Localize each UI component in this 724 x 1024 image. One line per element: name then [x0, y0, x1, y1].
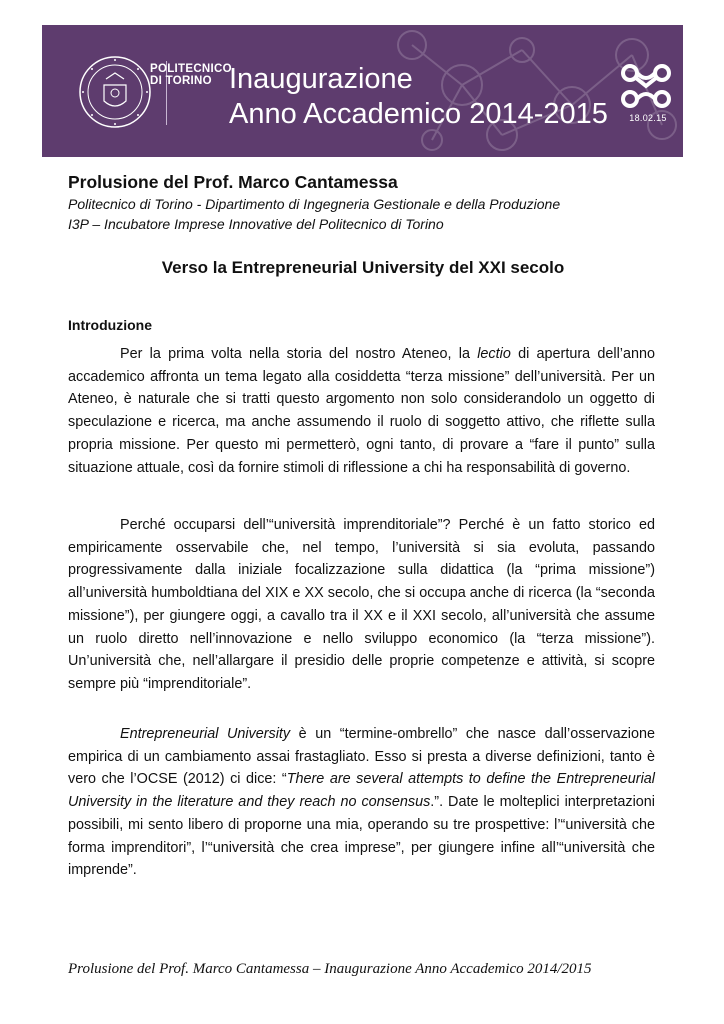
paragraph-1-italic: lectio — [477, 346, 511, 362]
molecule-logo-icon — [620, 61, 672, 111]
paragraph-3-text-b: è un “termine-ombrello” che nasce dall’osservazione empirica di un cambiamento assai frastagliato. Esso si presta a diverse definizioni, tanto è vero che l’OCSE (2012) ci dice: “ — [68, 726, 655, 788]
header-banner — [42, 25, 683, 157]
banner-title-line2: Anno Accademico 2014-2015 — [229, 98, 608, 130]
institution-line2: DI TORINO — [150, 75, 212, 87]
paragraph-1-text-a: Per la prima volta nella storia del nostro Ateneo, la — [120, 346, 478, 362]
affiliation-incubator: I3P – Incubatore Imprese Innovative del Politecnico di Torino — [68, 216, 444, 232]
paragraph-3-italic-term: Entrepreneurial University — [120, 726, 291, 742]
institution-line1: POLITECNICO — [150, 63, 232, 75]
paragraph-3 — [68, 723, 655, 882]
banner-title — [229, 62, 608, 132]
section-heading: Introduzione — [68, 317, 152, 333]
banner-title-line1: Inaugurazione — [229, 63, 413, 95]
banner-date: 18.02.15 — [629, 113, 667, 123]
paragraph-2: Perché occuparsi dell’“università imprenditoriale”? Perché è un fatto storico ed empiricamente osservabile che, nel tempo, l’università si sia evoluta, passando progressivamente dalla iniziale focalizzazione sulla didattica (la “prima missione”) all’università humboldtiana del XIX e XX secolo, che si occupa anche di ricerca (la “seconda missione”), per giungere oggi, a cavallo tra il XX e il XXI secolo, all’università che assume un ruolo diretto nell’innovazione e nello sviluppo economico (la “terza missione”). Un’università che, nell’allargare il presidio delle proprie competenze e attività, si scopre sempre più “imprenditoriale”. — [68, 517, 655, 692]
paragraph-1 — [68, 343, 655, 479]
speaker-heading: Prolusione del Prof. Marco Cantamessa — [68, 172, 398, 192]
page-footer: Prolusione del Prof. Marco Cantamessa – Inaugurazione Anno Accademico 2014/2015 — [68, 961, 592, 977]
paragraph-3-italic-quote: There are several attempts to define the Entrepreneurial University in the literature and they reach no consensus — [68, 771, 655, 811]
institution-name — [150, 63, 232, 87]
affiliation-department: Politecnico di Torino - Dipartimento di Ingegneria Gestionale e della Produzione — [68, 196, 561, 212]
university-seal-icon — [78, 55, 152, 129]
document-title: Verso la Entrepreneurial University del XXI secolo — [161, 258, 565, 277]
paragraph-3-text-d: .”. Date le molteplici interpretazioni possibili, mi sento libero di proporne una mia, operando su tre prospettive: l’“università che forma imprenditori”, l’“università che crea imprese”, per giungere infine all’“università che imprende”. — [68, 794, 655, 879]
paragraph-1-text-c: di apertura dell’anno accademico affronta un tema legato alla cosiddetta “terza missione” dell’università. Per un Ateneo, è naturale che si tratti questo argomento non solo considerandolo un oggetto di speculazione e ricerca, ma anche assumendo il ruolo di soggetto attivo, che riflette sulla propria missione. Per questo mi permetterò, ogni tanto, di provare a “fare il punto” sulla situazione attuale, così da fornire stimoli di riflessione a chi ha responsabilità di governo. — [68, 346, 655, 476]
